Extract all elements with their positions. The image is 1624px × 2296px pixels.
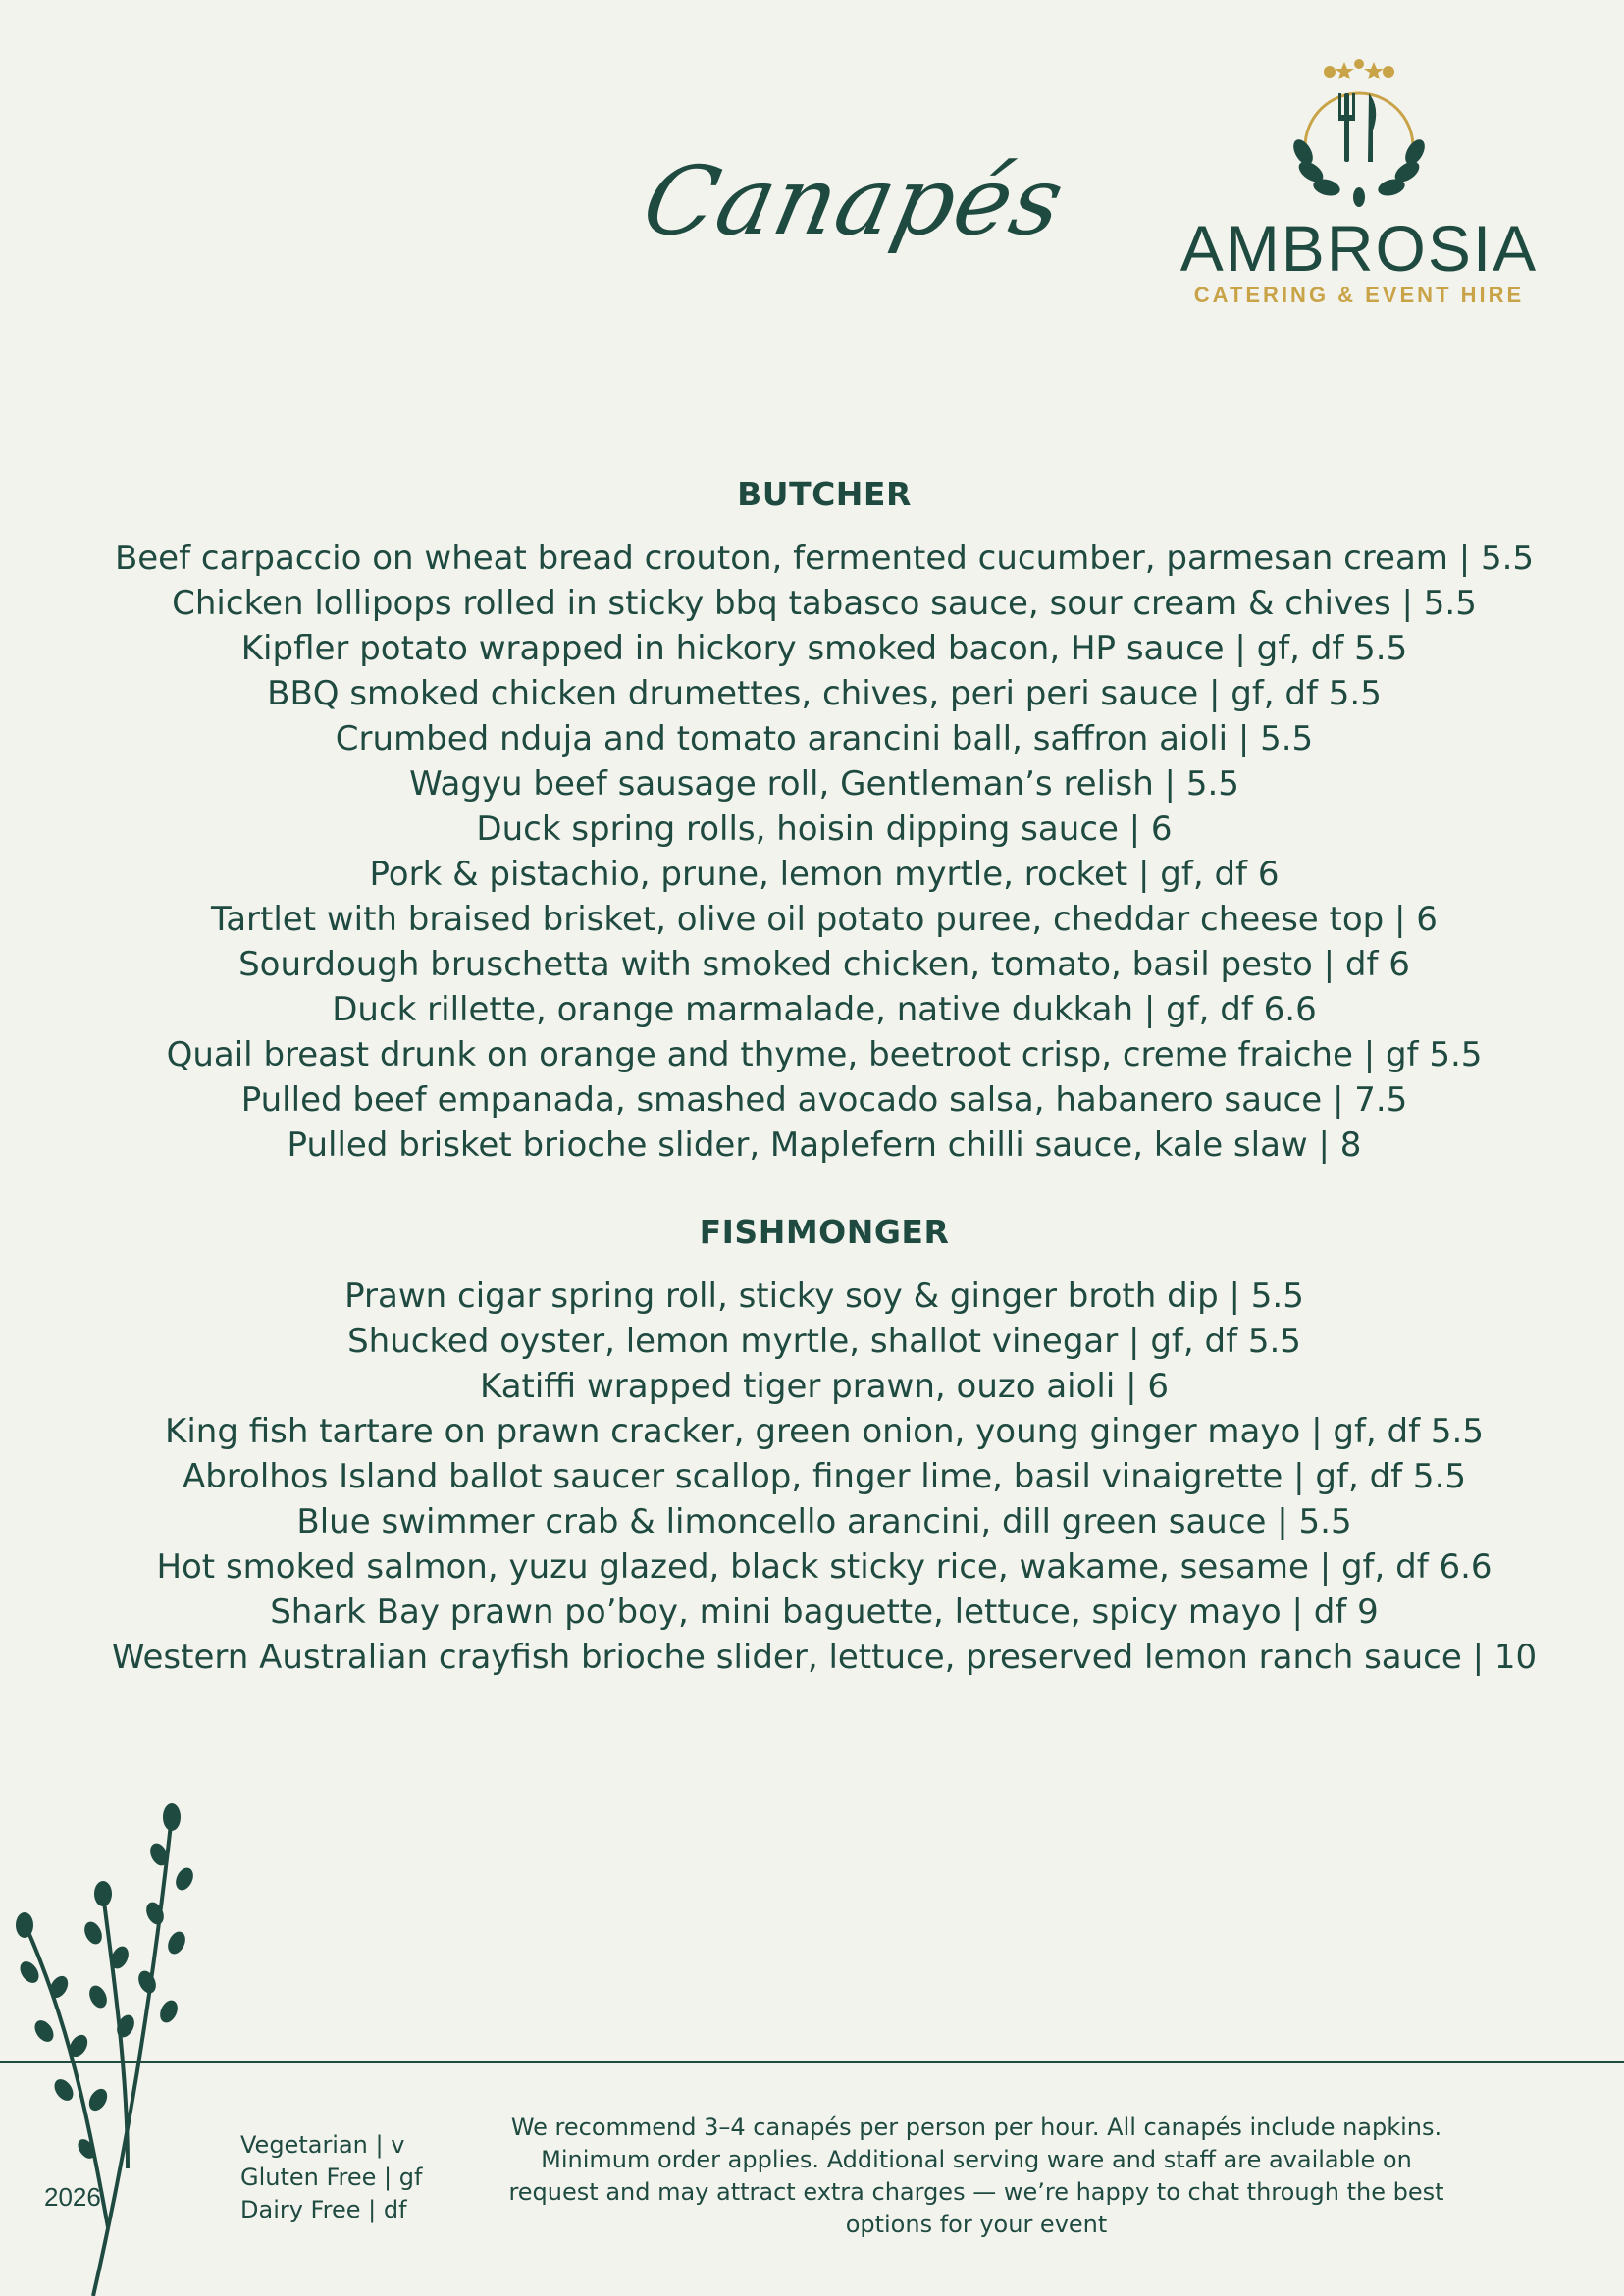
legend-item: Dairy Free | df [240,2196,407,2223]
menu-item: King fish tartare on prawn cracker, green onion, young ginger mayo | gf, df 5.5 [165,1412,1484,1451]
brand-tagline: CATERING & EVENT HIRE [1193,283,1525,307]
brand-name: AMBROSIA [1179,212,1539,285]
menu-item: Pulled beef empanada, smashed avocado salsa, habanero sauce | 7.5 [240,1080,1408,1120]
menu-item: Beef carpaccio on wheat bread crouton, fermented cucumber, parmesan cream | 5.5 [114,539,1535,578]
laurel-cutlery-emblem-icon [1276,54,1442,211]
menu-item: Blue swimmer crab & limoncello arancini, dill green sauce | 5.5 [296,1502,1352,1541]
menu-item: Duck spring rolls, hoisin dipping sauce | 6 [476,809,1173,849]
menu-item-list [59,536,1590,1168]
menu-item: Sourdough bruschetta with smoked chicken, tomato, basil pesto | df 6 [238,945,1410,984]
legend-item: Gluten Free | gf [240,2164,423,2191]
section-heading: BUTCHER [737,475,912,513]
menu-item: Hot smoked salmon, yuzu glazed, black sticky rice, wakame, sesame | gf, df 6.6 [156,1547,1493,1587]
dietary-legend [240,2129,422,2226]
menu-item: Quail breast drunk on orange and thyme, beetroot crisp, creme fraiche | gf 5.5 [166,1035,1483,1074]
footer-divider [0,2061,1624,2063]
menu-item: Duck rillette, orange marmalade, native dukkah | gf, df 6.6 [332,990,1317,1029]
year-label: 2026 [44,2182,101,2212]
menu-item: BBQ smoked chicken drumettes, chives, peri peri sauce | gf, df 5.5 [267,674,1382,713]
menu-item: Wagyu beef sausage roll, Gentleman’s relish | 5.5 [409,764,1239,804]
page-title [633,108,1074,294]
menu-body [59,469,1590,1680]
menu-item-list [59,1274,1590,1680]
menu-item: Pulled brisket brioche slider, Maplefern chilli sauce, kale slaw | 8 [287,1125,1362,1165]
page-title-text: Canapés [633,146,1074,256]
menu-item: Abrolhos Island ballot saucer scallop, finger lime, basil vinaigrette | gf, df 5.5 [182,1457,1467,1496]
menu-item: Tartlet with braised brisket, olive oil potato puree, cheddar cheese top | 6 [211,900,1438,939]
section-heading: FISHMONGER [699,1213,950,1251]
menu-item: Chicken lollipops rolled in sticky bbq tabasco sauce, sour cream & chives | 5.5 [172,584,1477,623]
brand-logo [1163,54,1555,319]
menu-item: Pork & pistachio, prune, lemon myrtle, rocket | gf, df 6 [369,855,1280,894]
menu-item: Kipfler potato wrapped in hickory smoked bacon, HP sauce | gf, df 5.5 [240,629,1408,668]
menu-item: Crumbed nduja and tomato arancini ball, saffron aioli | 5.5 [335,719,1314,758]
menu-item: Prawn cigar spring roll, sticky soy & ginger broth dip | 5.5 [344,1277,1304,1316]
herb-sprig-icon [0,1796,216,2296]
menu-item: Shark Bay prawn po’boy, mini baguette, lettuce, spicy mayo | df 9 [270,1592,1379,1632]
footer-note: We recommend 3–4 canapés per person per hour. All canapés include napkins. Minimum order applies. Additional serving ware and staff are available on request and may attract extra charges — we’re happy to chat through the best options for your event [508,2113,1444,2238]
menu-section-butcher [59,469,1590,1168]
menu-item: Katiffi wrapped tiger prawn, ouzo aioli | 6 [480,1367,1169,1406]
menu-item: Shucked oyster, lemon myrtle, shallot vinegar | gf, df 5.5 [347,1322,1301,1361]
menu-section-fishmonger [59,1207,1590,1680]
menu-item: Western Australian crayfish brioche slider, lettuce, preserved lemon ranch sauce | 10 [111,1638,1538,1677]
legend-item: Vegetarian | v [240,2131,405,2159]
